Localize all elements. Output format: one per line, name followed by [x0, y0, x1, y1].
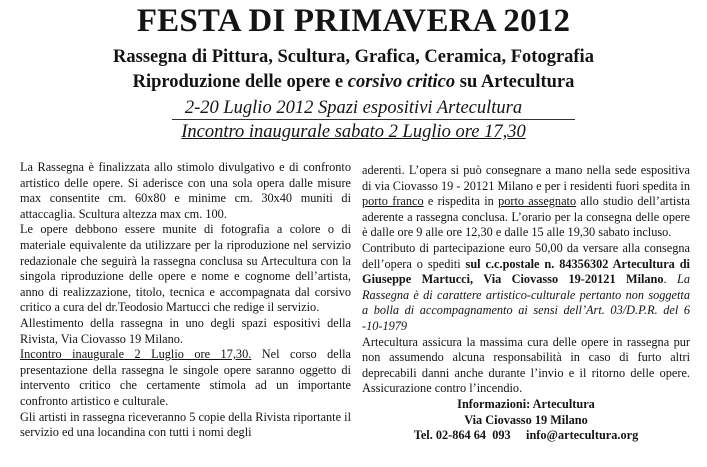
delivery-text-b: e rispedita in [423, 194, 499, 209]
postal-account: sul c.c.postale n. 84356302 Artecultura di Giuseppe Martucci, Via Ciovasso 19-20121 Milano [362, 256, 690, 287]
paragraph-requirements: Le opere debbono essere munite di fotografia a colore o di materiale equivalente da utilizzare per la riproduzione nel servizio redazionale che seguirà la rassegna conclusa su Artecultura con la singola riproduzione delle opere e nome e cognome dell’artista, anno di realizzazione, titolo, tecnica e accompagnata dal corsivo critico a cura del dr.Teodosio Martucci che redige il servizio. [20, 222, 351, 315]
paragraph-delivery [362, 163, 690, 241]
delivery-text-c: allo studio dell’artista aderente a rassegna conclusa. L’orario per la consegna delle opere è dalle ore 9 alle ore 12,30 e dalle 15 alle 19,30 sabato incluso. [362, 194, 690, 240]
page-title: FESTA DI PRIMAVERA 2012 [136, 3, 571, 39]
info-address-text: Via Ciovasso 19 Milano [464, 412, 588, 427]
info-address [362, 413, 690, 429]
paragraph-inauguration [20, 347, 351, 409]
inaugural-meeting: Incontro inaugurale sabato 2 Luglio ore 17,30 [181, 122, 526, 142]
subtitle-part-italic: corsivo critico [347, 72, 456, 92]
info-title [362, 397, 690, 413]
subtitle-part-c: su Artecultura [455, 72, 575, 92]
inauguration-text: Nel corso della presentazione della rassegna le singole opere saranno oggetto di intervento critico che certamente stimola ad un importante confronto artistico e culturale. [20, 347, 351, 408]
info-title-text: Informazioni: Artecultura [457, 396, 595, 411]
info-contact-text: Tel. 02-864 64 093 info@artecultura.org [413, 428, 639, 443]
porto-franco-text: porto franco [362, 194, 424, 209]
event-dates: 2-20 Luglio 2012 Spazi espositivi Artecultura [184, 98, 523, 118]
paragraph-copies: Gli artisti in rassegna riceveranno 5 copie della Rivista riportante il servizio ed una locandina con tutti i nomi degli [20, 409, 351, 440]
dates-underline [172, 119, 575, 120]
inauguration-underlined: Incontro inaugurale 2 Luglio ore 17,30. [20, 347, 252, 362]
tax-note: La Rassegna è di carattere artistico-culturale pertanto non soggetta a bolla di accompagnamento ai sensi dell’Art. 03/D.P.R. del 6 -10-1979 [362, 272, 690, 333]
subtitle-reproduction [0, 71, 707, 93]
info-contact [362, 428, 690, 444]
left-column [20, 160, 351, 441]
paragraph-contribution [362, 241, 690, 335]
right-column [362, 163, 690, 444]
paragraph-insurance: Artecultura assicura la massima cura delle opere in rassegna pur non assumendo alcuna responsabilità in caso di furto altri deprecabili danni anche durante l’invio e il ritorno delle opere. Assicurazione contro l’incendio. [362, 334, 690, 396]
contribution-text-a: Contributo di partecipazione euro 50,00 da versare alla consegna dell’opera o spediti [362, 240, 690, 271]
contribution-text-b: . [663, 272, 677, 287]
paragraph-venue: Allestimento della rassegna in uno degli spazi espositivi della Rivista, Via Ciovasso 19 Milano. [20, 315, 351, 346]
paragraph-purpose: La Rassegna è finalizzata allo stimolo divulgativo e di confronto artistico delle opere. Si aderisce con una sola opera dalle misure max consentite cm. 60x80 e minime cm. 30x40 muniti di attaccaglia. Scultura altezza max cm. 100. [20, 160, 351, 221]
porto-assegnato-text: porto assegnato [498, 194, 577, 209]
delivery-text-a: aderenti. L’opera si può consegnare a mano nella sede espositiva di via Ciovasso 19 - 20121 Milano e per i residenti fuori spedita in [362, 163, 690, 193]
subtitle-part-a: Riproduzione delle opere e [132, 72, 348, 92]
subtitle-disciplines: Rassegna di Pittura, Scultura, Grafica, Ceramica, Fotografia [113, 47, 594, 67]
